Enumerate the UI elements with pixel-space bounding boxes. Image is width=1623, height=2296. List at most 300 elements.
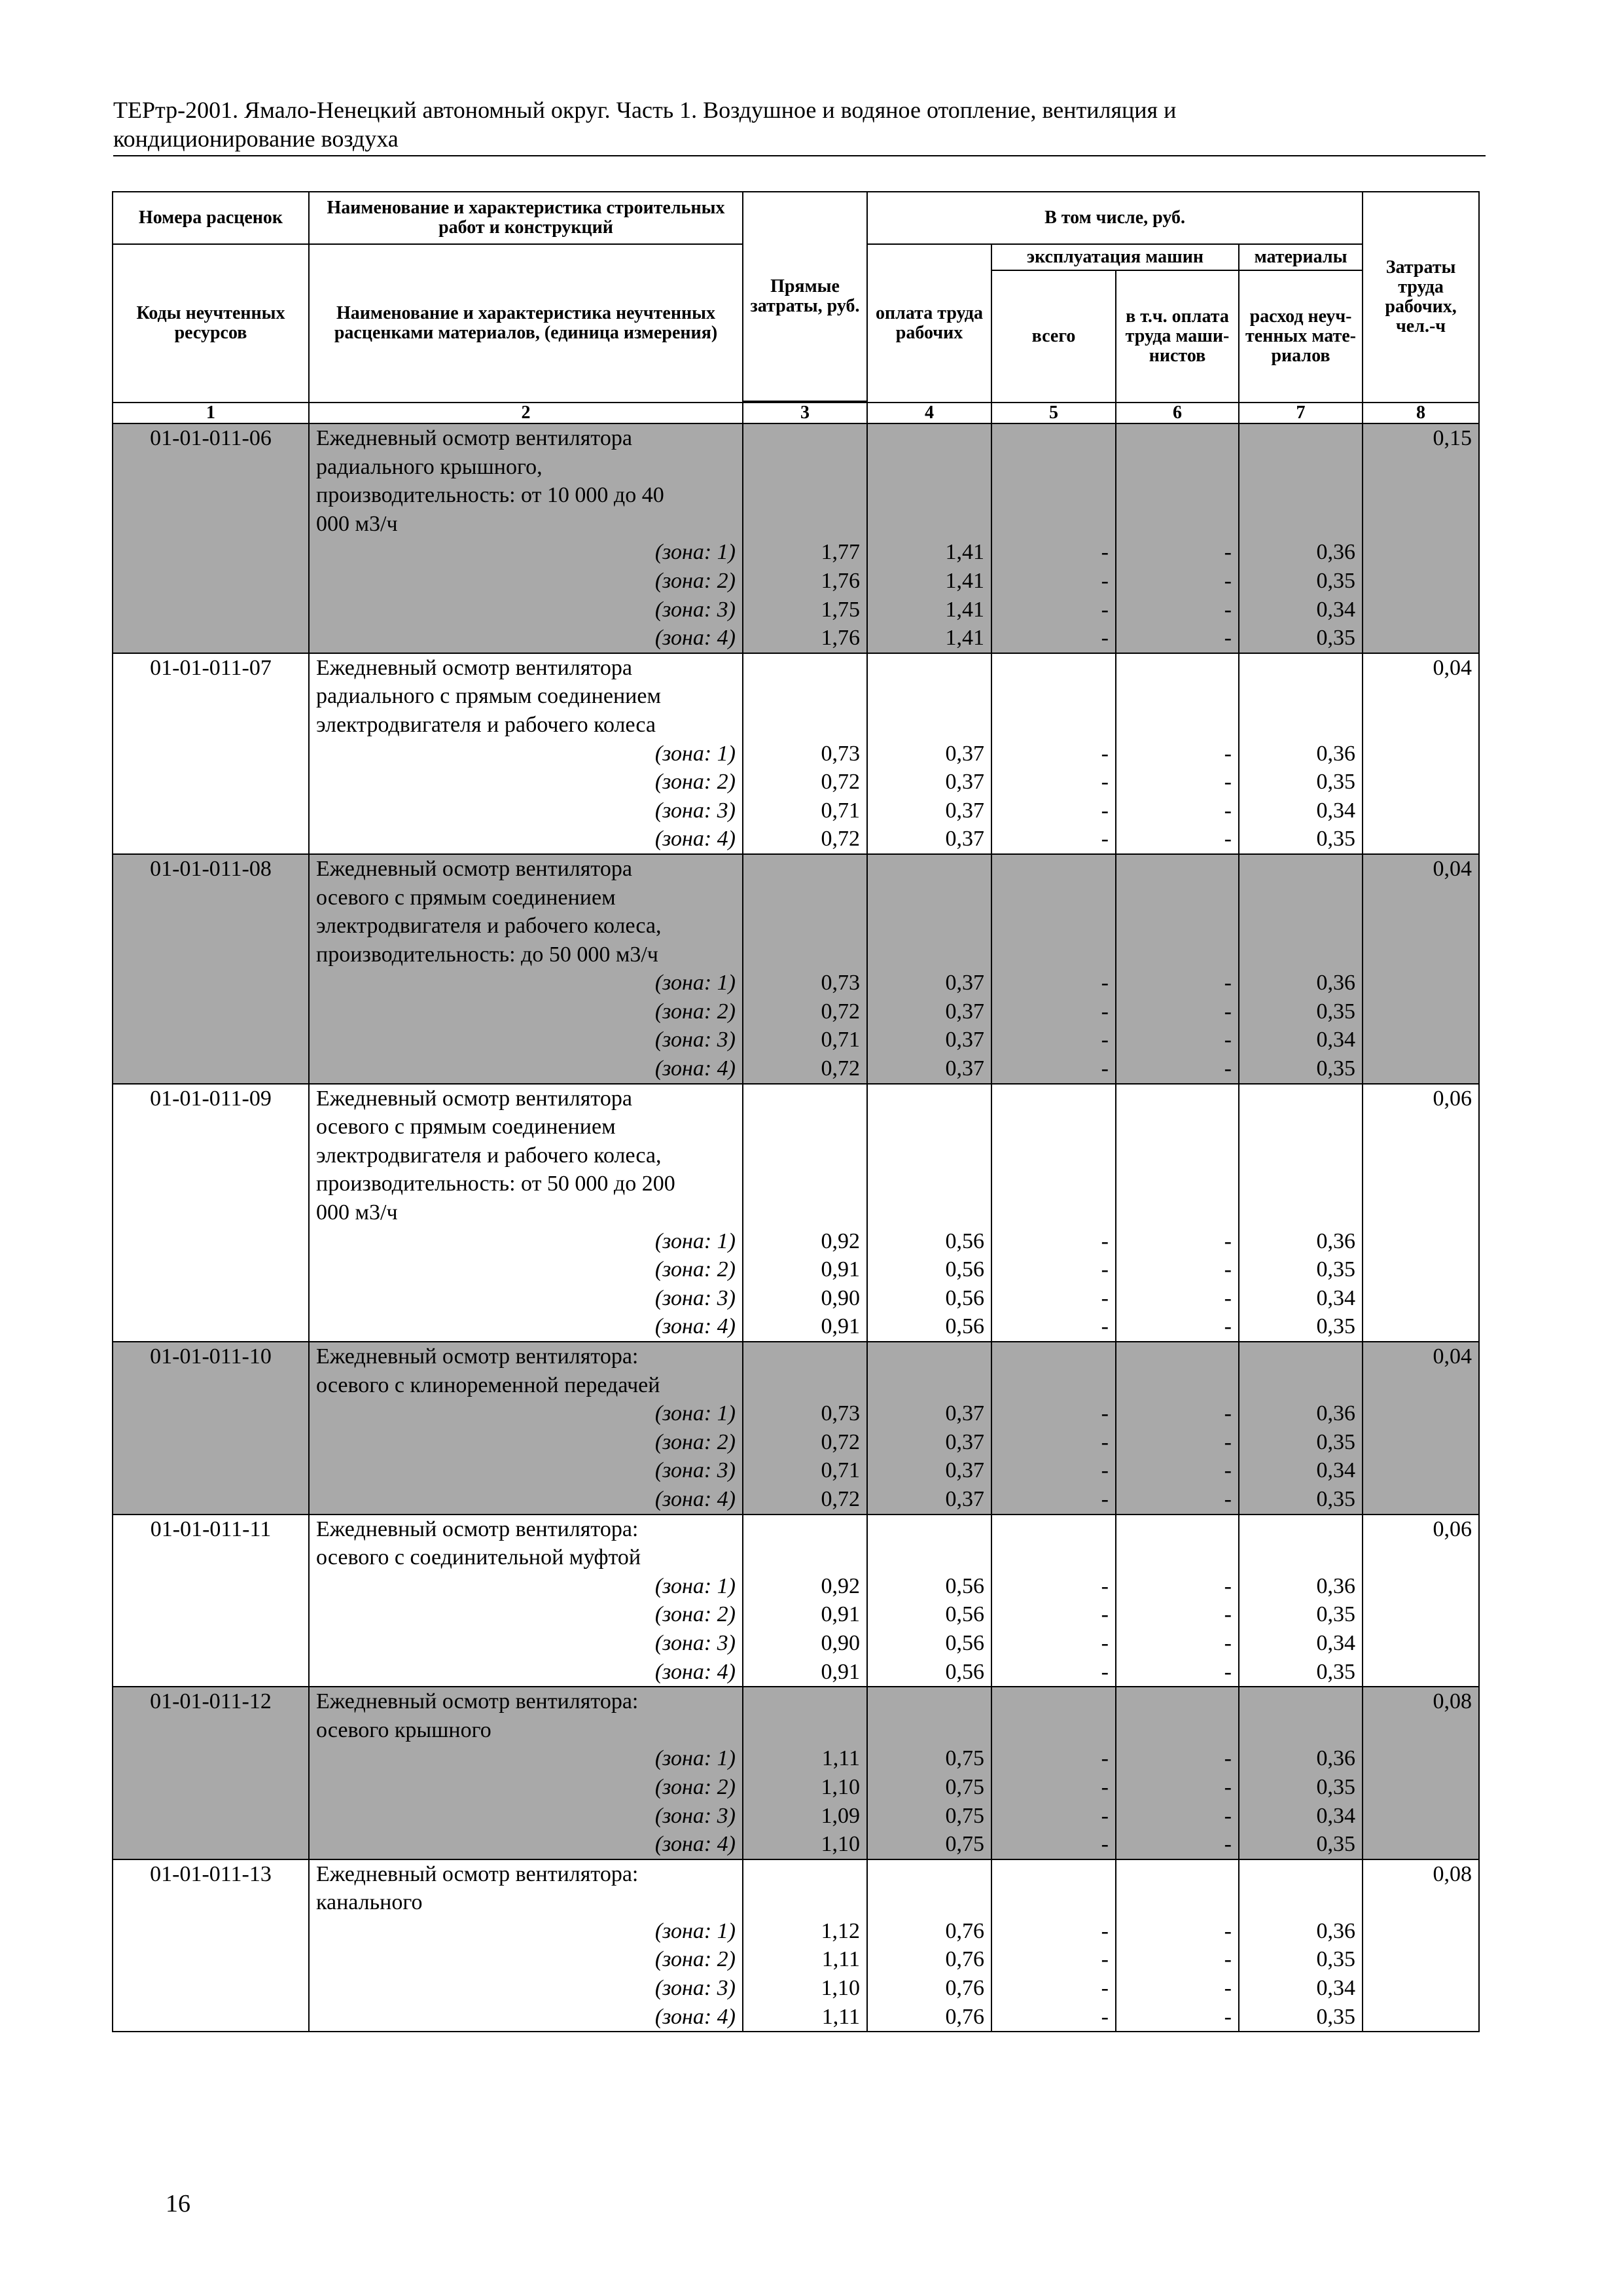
machines-cost-value: - — [1101, 741, 1109, 766]
table-row — [113, 1084, 1479, 1342]
machines-cost-value: - — [1101, 2004, 1109, 2029]
zone-label: (зона: 1) — [654, 1918, 736, 1943]
header-line-2: кондиционирование воздуха — [113, 126, 399, 152]
col-number: 7 — [1239, 403, 1363, 423]
operators-wage — [1116, 854, 1239, 1084]
rate-code-text: 01-01-011-12 — [150, 1689, 272, 1714]
machines-cost — [991, 1342, 1116, 1515]
wage-cost-value: 0,76 — [945, 1976, 984, 2001]
labor-value: 0,04 — [1433, 1344, 1472, 1369]
machines-cost — [991, 653, 1116, 854]
zone-label: (зона: 4) — [654, 827, 736, 852]
zone-label: (зона: 2) — [654, 1947, 736, 1972]
direct-cost — [743, 653, 867, 854]
wage-cost-value: 1,41 — [945, 597, 984, 622]
work-description — [309, 1342, 743, 1515]
materials-cost-value: 0,34 — [1316, 798, 1356, 823]
operators-wage-value: - — [1224, 1229, 1232, 1253]
direct-cost-value: 1,11 — [821, 1746, 860, 1771]
direct-cost-value: 1,11 — [821, 2004, 860, 2029]
wage-cost — [867, 1084, 991, 1342]
materials-cost — [1239, 1515, 1363, 1687]
machines-cost-value: - — [1101, 626, 1109, 651]
operators-wage — [1116, 653, 1239, 854]
direct-cost-value: 0,91 — [821, 1257, 860, 1282]
description-line: Ежедневный осмотр вентилятора: — [316, 1861, 639, 1886]
rate-code — [113, 653, 309, 854]
machines-cost-value: - — [1101, 1573, 1109, 1598]
materials-cost — [1239, 854, 1363, 1084]
direct-cost-value: 1,75 — [821, 597, 860, 622]
description-line: радиального крышного, — [316, 454, 543, 479]
table-head — [113, 192, 1479, 423]
materials-cost-value: 0,36 — [1316, 971, 1356, 996]
direct-cost-value: 0,72 — [821, 999, 860, 1024]
table-body — [113, 423, 1479, 2032]
materials-cost — [1239, 1342, 1363, 1515]
zone-label: (зона: 1) — [654, 1229, 736, 1253]
direct-cost-value: 0,90 — [821, 1630, 860, 1655]
materials-cost-value: 0,34 — [1316, 1803, 1356, 1828]
work-description — [309, 1084, 743, 1342]
operators-wage-value: - — [1224, 1401, 1232, 1426]
rate-code-text: 01-01-011-10 — [150, 1344, 272, 1369]
materials-cost-value: 0,36 — [1316, 1918, 1356, 1943]
operators-wage-value: - — [1224, 798, 1232, 823]
machines-cost — [991, 854, 1116, 1084]
rate-code-text: 01-01-011-09 — [150, 1086, 272, 1111]
materials-cost-value: 0,35 — [1316, 1602, 1356, 1627]
materials-cost-value: 0,34 — [1316, 1285, 1356, 1310]
labor-cost — [1363, 653, 1479, 854]
rate-code-text: 01-01-011-11 — [150, 1516, 272, 1541]
machines-cost-value: - — [1101, 770, 1109, 795]
wage-cost-value: 0,75 — [945, 1746, 984, 1771]
direct-cost-value: 1,10 — [821, 1774, 860, 1799]
materials-cost-value: 0,35 — [1316, 999, 1356, 1024]
materials-cost-value: 0,35 — [1316, 2004, 1356, 2029]
description-line: Ежедневный осмотр вентилятора: — [316, 1689, 639, 1714]
head-work-name: Наименование и характеристика строительных работ и конструкций — [309, 192, 743, 244]
operators-wage-value: - — [1224, 540, 1232, 565]
description-line: осевого с клиноременной передачей — [316, 1372, 660, 1397]
head-direct-costs: Прямые затраты, руб. — [743, 192, 867, 401]
head-wage: оплата труда рабочих — [867, 244, 991, 403]
machines-cost — [991, 423, 1116, 653]
wage-cost — [867, 1687, 991, 1859]
labor-value: 0,08 — [1433, 1861, 1472, 1886]
machines-cost-value: - — [1101, 971, 1109, 996]
direct-cost-value: 0,71 — [821, 798, 860, 823]
rate-code — [113, 1859, 309, 2032]
col-number: 8 — [1363, 403, 1479, 423]
materials-cost-value: 0,36 — [1316, 540, 1356, 565]
table-row — [113, 1342, 1479, 1515]
operators-wage-value: - — [1224, 1056, 1232, 1081]
direct-cost-value: 1,76 — [821, 568, 860, 593]
direct-cost-value: 0,91 — [821, 1314, 860, 1339]
work-description — [309, 653, 743, 854]
operators-wage — [1116, 1687, 1239, 1859]
materials-cost — [1239, 1859, 1363, 2032]
direct-cost-value: 0,73 — [821, 741, 860, 766]
zone-label: (зона: 1) — [654, 1401, 736, 1426]
materials-cost-value: 0,36 — [1316, 1401, 1356, 1426]
head-machines: эксплуатация машин — [991, 244, 1239, 270]
machines-cost-value: - — [1101, 1401, 1109, 1426]
wage-cost-value: 0,37 — [945, 999, 984, 1024]
zone-label: (зона: 2) — [654, 1257, 736, 1282]
zone-label: (зона: 2) — [654, 999, 736, 1024]
rate-code — [113, 1342, 309, 1515]
materials-cost-value: 0,36 — [1316, 741, 1356, 766]
machines-cost-value: - — [1101, 1630, 1109, 1655]
rate-code — [113, 1084, 309, 1342]
labor-cost — [1363, 1515, 1479, 1687]
operators-wage-value: - — [1224, 1659, 1232, 1684]
machines-cost — [991, 1515, 1116, 1687]
operators-wage-value: - — [1224, 626, 1232, 651]
direct-cost-value: 1,10 — [821, 1832, 860, 1857]
table-row — [113, 854, 1479, 1084]
direct-cost-value: 0,73 — [821, 1401, 860, 1426]
direct-cost-value: 0,72 — [821, 1429, 860, 1454]
description-line: канального — [316, 1890, 423, 1915]
direct-cost-value: 0,91 — [821, 1602, 860, 1627]
materials-cost-value: 0,36 — [1316, 1229, 1356, 1253]
labor-value: 0,15 — [1433, 426, 1472, 450]
operators-wage-value: - — [1224, 568, 1232, 593]
operators-wage-value: - — [1224, 999, 1232, 1024]
rate-code-text: 01-01-011-06 — [150, 426, 272, 450]
materials-cost-value: 0,35 — [1316, 1056, 1356, 1081]
wage-cost-value: 0,56 — [945, 1573, 984, 1598]
wage-cost-value: 1,41 — [945, 540, 984, 565]
direct-cost-value: 1,77 — [821, 540, 860, 565]
wage-cost-value: 1,41 — [945, 568, 984, 593]
labor-cost — [1363, 1859, 1479, 2032]
wage-cost-value: 0,56 — [945, 1659, 984, 1684]
description-line: радиального с прямым соединением — [316, 684, 661, 709]
wage-cost-value: 0,76 — [945, 1918, 984, 1943]
zone-label: (зона: 3) — [654, 597, 736, 622]
wage-cost-value: 0,76 — [945, 1947, 984, 1972]
wage-cost — [867, 423, 991, 653]
table-row — [113, 1859, 1479, 2032]
labor-value: 0,06 — [1433, 1086, 1472, 1111]
direct-cost-value: 0,72 — [821, 1486, 860, 1511]
rates-table — [112, 191, 1480, 2032]
operators-wage-value: - — [1224, 1803, 1232, 1828]
wage-cost-value: 0,37 — [945, 1401, 984, 1426]
head-material-use: расход неуч-тенных мате-риалов — [1239, 270, 1363, 403]
operators-wage-value: - — [1224, 770, 1232, 795]
operators-wage-value: - — [1224, 1918, 1232, 1943]
head-operators-wage: в т.ч. оплата труда маши-нистов — [1116, 270, 1239, 403]
labor-cost — [1363, 1687, 1479, 1859]
operators-wage-value: - — [1224, 1257, 1232, 1282]
machines-cost-value: - — [1101, 1314, 1109, 1339]
materials-cost-value: 0,35 — [1316, 1257, 1356, 1282]
labor-cost — [1363, 1084, 1479, 1342]
direct-cost — [743, 1515, 867, 1687]
operators-wage-value: - — [1224, 1832, 1232, 1857]
direct-cost — [743, 1859, 867, 2032]
wage-cost-value: 0,56 — [945, 1229, 984, 1253]
direct-cost — [743, 1687, 867, 1859]
machines-cost-value: - — [1101, 1947, 1109, 1972]
operators-wage-value: - — [1224, 1285, 1232, 1310]
zone-label: (зона: 3) — [654, 1458, 736, 1483]
wage-cost-value: 0,37 — [945, 1028, 984, 1052]
description-line: Ежедневный осмотр вентилятора — [316, 426, 632, 450]
materials-cost-value: 0,35 — [1316, 1832, 1356, 1857]
direct-cost — [743, 1084, 867, 1342]
materials-cost-value: 0,35 — [1316, 770, 1356, 795]
direct-cost-value: 1,12 — [821, 1918, 860, 1943]
machines-cost-value: - — [1101, 540, 1109, 565]
operators-wage-value: - — [1224, 1774, 1232, 1799]
materials-cost-value: 0,35 — [1316, 1314, 1356, 1339]
direct-cost-value: 0,72 — [821, 827, 860, 852]
machines-cost-value: - — [1101, 1458, 1109, 1483]
materials-cost-value: 0,34 — [1316, 597, 1356, 622]
wage-cost-value: 0,37 — [945, 827, 984, 852]
wage-cost — [867, 854, 991, 1084]
machines-cost-value: - — [1101, 1429, 1109, 1454]
direct-cost-value: 0,71 — [821, 1458, 860, 1483]
labor-cost — [1363, 423, 1479, 653]
zone-label: (зона: 4) — [654, 1832, 736, 1857]
materials-cost-value: 0,35 — [1316, 1774, 1356, 1799]
direct-cost-value: 1,11 — [821, 1947, 860, 1972]
zone-label: (зона: 2) — [654, 1602, 736, 1627]
machines-cost-value: - — [1101, 597, 1109, 622]
work-description — [309, 1515, 743, 1687]
direct-cost-value: 0,91 — [821, 1659, 860, 1684]
machines-cost-value: - — [1101, 1257, 1109, 1282]
wage-cost-value: 0,56 — [945, 1314, 984, 1339]
operators-wage-value: - — [1224, 597, 1232, 622]
zone-label: (зона: 2) — [654, 1774, 736, 1799]
operators-wage-value: - — [1224, 1630, 1232, 1655]
zone-label: (зона: 3) — [654, 1803, 736, 1828]
table-row — [113, 423, 1479, 653]
materials-cost — [1239, 653, 1363, 854]
column-numbers — [113, 403, 1479, 423]
rate-code-text: 01-01-011-08 — [150, 856, 272, 881]
machines-cost-value: - — [1101, 798, 1109, 823]
direct-cost — [743, 423, 867, 653]
zone-label: (зона: 4) — [654, 1486, 736, 1511]
operators-wage-value: - — [1224, 1602, 1232, 1627]
rate-code — [113, 1515, 309, 1687]
wage-cost — [867, 1342, 991, 1515]
wage-cost-value: 0,56 — [945, 1285, 984, 1310]
description-line: Ежедневный осмотр вентилятора — [316, 1086, 632, 1111]
rate-code — [113, 423, 309, 653]
operators-wage — [1116, 423, 1239, 653]
zone-label: (зона: 3) — [654, 798, 736, 823]
zone-label: (зона: 1) — [654, 540, 736, 565]
machines-cost-value: - — [1101, 1918, 1109, 1943]
table-row — [113, 653, 1479, 854]
zone-label: (зона: 4) — [654, 1314, 736, 1339]
zone-label: (зона: 2) — [654, 568, 736, 593]
work-description — [309, 854, 743, 1084]
direct-cost — [743, 854, 867, 1084]
operators-wage-value: - — [1224, 1486, 1232, 1511]
zone-label: (зона: 2) — [654, 770, 736, 795]
zone-label: (зона: 1) — [654, 1746, 736, 1771]
machines-cost — [991, 1084, 1116, 1342]
materials-cost — [1239, 423, 1363, 653]
col-number: 6 — [1116, 403, 1239, 423]
wage-cost-value: 0,75 — [945, 1774, 984, 1799]
description-line: Ежедневный осмотр вентилятора: — [316, 1516, 639, 1541]
materials-cost-value: 0,34 — [1316, 1028, 1356, 1052]
direct-cost-value: 0,90 — [821, 1285, 860, 1310]
col-number: 1 — [113, 403, 309, 423]
operators-wage — [1116, 1342, 1239, 1515]
machines-cost-value: - — [1101, 1285, 1109, 1310]
wage-cost-value: 0,37 — [945, 1486, 984, 1511]
page-header — [113, 96, 1486, 156]
zone-label: (зона: 4) — [654, 1659, 736, 1684]
operators-wage-value: - — [1224, 2004, 1232, 2029]
zone-label: (зона: 4) — [654, 2004, 736, 2029]
materials-cost-value: 0,34 — [1316, 1630, 1356, 1655]
col-number: 4 — [867, 403, 991, 423]
work-description — [309, 1687, 743, 1859]
description-line: 000 м3/ч — [316, 511, 398, 536]
head-resource-codes: Коды неучтенных ресурсов — [113, 244, 309, 403]
operators-wage-value: - — [1224, 1746, 1232, 1771]
head-materials: материалы — [1239, 244, 1363, 270]
description-line: Ежедневный осмотр вентилятора — [316, 655, 632, 680]
zone-label: (зона: 4) — [654, 626, 736, 651]
wage-cost-value: 0,37 — [945, 1458, 984, 1483]
col-number: 3 — [743, 403, 867, 423]
zone-label: (зона: 2) — [654, 1429, 736, 1454]
head-including: В том числе, руб. — [867, 192, 1363, 244]
direct-cost-value: 0,92 — [821, 1229, 860, 1253]
zone-label: (зона: 4) — [654, 1056, 736, 1081]
col-number: 2 — [309, 403, 743, 423]
materials-cost-value: 0,36 — [1316, 1746, 1356, 1771]
description-line: электродвигателя и рабочего колеса, — [316, 1143, 662, 1168]
machines-cost-value: - — [1101, 1976, 1109, 2001]
operators-wage-value: - — [1224, 1028, 1232, 1052]
machines-cost-value: - — [1101, 1746, 1109, 1771]
direct-cost-value: 0,72 — [821, 770, 860, 795]
wage-cost — [867, 1859, 991, 2032]
operators-wage-value: - — [1224, 1573, 1232, 1598]
materials-cost-value: 0,35 — [1316, 1486, 1356, 1511]
machines-cost — [991, 1859, 1116, 2032]
direct-cost-value: 0,72 — [821, 1056, 860, 1081]
materials-cost — [1239, 1084, 1363, 1342]
wage-cost — [867, 1515, 991, 1687]
zone-label: (зона: 3) — [654, 1285, 736, 1310]
zone-label: (зона: 1) — [654, 1573, 736, 1598]
description-line: осевого с соединительной муфтой — [316, 1545, 641, 1570]
materials-cost-value: 0,35 — [1316, 827, 1356, 852]
direct-cost — [743, 1342, 867, 1515]
operators-wage-value: - — [1224, 971, 1232, 996]
zone-label: (зона: 3) — [654, 1630, 736, 1655]
materials-cost — [1239, 1687, 1363, 1859]
wage-cost-value: 0,37 — [945, 741, 984, 766]
machines-cost-value: - — [1101, 1803, 1109, 1828]
materials-cost-value: 0,34 — [1316, 1976, 1356, 2001]
description-line: Ежедневный осмотр вентилятора — [316, 856, 632, 881]
labor-value: 0,04 — [1433, 655, 1472, 680]
operators-wage-value: - — [1224, 741, 1232, 766]
description-line: 000 м3/ч — [316, 1200, 398, 1225]
wage-cost-value: 0,37 — [945, 770, 984, 795]
zone-label: (зона: 1) — [654, 741, 736, 766]
work-description — [309, 1859, 743, 2032]
materials-cost-value: 0,36 — [1316, 1573, 1356, 1598]
operators-wage-value: - — [1224, 1947, 1232, 1972]
labor-value: 0,08 — [1433, 1689, 1472, 1714]
materials-cost-value: 0,35 — [1316, 626, 1356, 651]
wage-cost-value: 0,37 — [945, 1056, 984, 1081]
wage-cost — [867, 653, 991, 854]
rate-code-text: 01-01-011-13 — [150, 1861, 272, 1886]
machines-cost-value: - — [1101, 827, 1109, 852]
wage-cost-value: 0,75 — [945, 1832, 984, 1857]
materials-cost-value: 0,34 — [1316, 1458, 1356, 1483]
wage-cost-value: 0,56 — [945, 1257, 984, 1282]
rate-code-text: 01-01-011-07 — [150, 655, 272, 680]
machines-cost-value: - — [1101, 1774, 1109, 1799]
description-line: электродвигателя и рабочего колеса, — [316, 914, 662, 939]
machines-cost-value: - — [1101, 1602, 1109, 1627]
head-material-name: Наименование и характеристика неучтенных расценками материалов, (единица измерения) — [309, 244, 743, 403]
zone-label: (зона: 3) — [654, 1028, 736, 1052]
direct-cost-value: 0,73 — [821, 971, 860, 996]
materials-cost-value: 0,35 — [1316, 1947, 1356, 1972]
head-rate-numbers: Номера расценок — [113, 192, 309, 244]
description-line: осевого с прямым соединением — [316, 885, 616, 910]
rate-code — [113, 1687, 309, 1859]
direct-cost-value: 1,10 — [821, 1976, 860, 2001]
operators-wage-value: - — [1224, 1458, 1232, 1483]
labor-value: 0,04 — [1433, 856, 1472, 881]
direct-cost-value: 0,92 — [821, 1573, 860, 1598]
operators-wage-value: - — [1224, 1429, 1232, 1454]
machines-cost-value: - — [1101, 568, 1109, 593]
page-number: 16 — [166, 2190, 190, 2217]
labor-value: 0,06 — [1433, 1516, 1472, 1541]
machines-cost-value: - — [1101, 1056, 1109, 1081]
wage-cost-value: 0,76 — [945, 2004, 984, 2029]
direct-cost-value: 0,71 — [821, 1028, 860, 1052]
machines-cost-value: - — [1101, 1028, 1109, 1052]
head-labor: Затраты труда рабочих, чел.-ч — [1363, 192, 1479, 403]
labor-cost — [1363, 1342, 1479, 1515]
machines-cost — [991, 1687, 1116, 1859]
zone-label: (зона: 3) — [654, 1976, 736, 2001]
work-description — [309, 423, 743, 653]
description-line: Ежедневный осмотр вентилятора: — [316, 1344, 639, 1369]
direct-cost-value: 1,09 — [821, 1803, 860, 1828]
labor-cost — [1363, 854, 1479, 1084]
operators-wage — [1116, 1515, 1239, 1687]
wage-cost-value: 0,37 — [945, 798, 984, 823]
